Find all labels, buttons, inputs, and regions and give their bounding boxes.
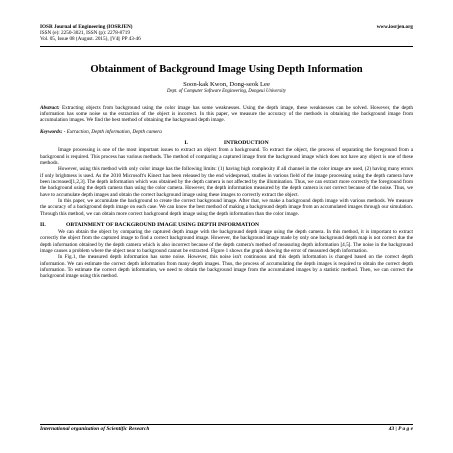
section-title: INTRODUCTION xyxy=(223,140,269,147)
journal-header xyxy=(40,24,413,43)
paper-title: Obtainment of Background Image Using Depth Information xyxy=(90,63,363,75)
journal-volume: Vol. 05, Issue 08 (August. 2015), ||V4|| PP 43-46 xyxy=(40,36,141,43)
keywords-text: - Extraction, Depth information, Depth camera xyxy=(63,128,162,135)
footer-organization: International organization of Scientific Research xyxy=(40,426,150,432)
obtainment-paragraph-2: In Fig.1, the measured depth information has some noise. However, this noise isn't continuous and this depth information is changed based on the correct depth information. We can estimate the correct depth information from many depth images. Thus, the process of accumulating the depth images is required to obtain the correct depth information. To estimate the correct depth information, we need to obtain the background image from the accumulated images by a statistic method. Then, we can correct the background image using this method. xyxy=(40,254,413,280)
section-number: I. xyxy=(184,140,188,147)
keywords-label: Keywords: xyxy=(40,128,63,135)
journal-name: IOSR Journal of Engineering (IOSRJEN) xyxy=(40,24,133,30)
abstract-text: Extracting objects from background using the color image has some weaknesses. Using the depth image, these weaknesses can be solved. However, the depth information has some noise so the extraction of the object is incorrect. In this paper, we measure the accuracy of the methods in obtaining the background image from accumulation images. We find the best method of obtaining the background depth image. xyxy=(40,104,413,124)
journal-url: www.iosrjen.org xyxy=(376,24,413,30)
abstract xyxy=(40,105,413,124)
paper-authors: Soon-kak Kwon, Dong-seok Lee xyxy=(183,80,270,88)
section-number: II. xyxy=(40,222,46,229)
intro-paragraph-2: However, using this method with only color image has the following limits: (1) having high complexity if all channel in the color image are used, (2) having many errors if only brightness is used. As the 2010 Microsoft's Kinect has been released by the end widespread, studies in various field of the image processing using the depth camera have been increased[1,2,3]. The depth information which was obtained by the depth camera is not affected by the illumination. Thus, we can extract more correctly the foreground from the background using the depth camera than using the color camera. However, the depth information measured by the depth camera is not correct because of the noise. Thus, we have to accumulate depth images and obtain the correct background image using these images to correctly extract the object. xyxy=(40,166,413,198)
intro-paragraph-3: In this paper, we accumulate the background to create the correct background image. After that, we make a background depth image with various methods. We measure the accuracy of a background depth image on each case. We can know the best method of making a background depth image from an accumulated images through our simulation. Through this method, we can obtain more correct background depth image using the depth information than the color image. xyxy=(40,197,413,217)
obtainment-paragraph-1: We can obtain the object by comparing the captured depth image with the background depth image using the depth camera. In this method, it is important to extract correctly the object from the captured image to find a correct background image. However, the background image made by only one background depth map is not correct due the depth information obtained by the depth camera which is also incorrect because of the depth camera's method of measuring depth information [4,5]. The noise in the background image causes a problem where the object near to background cannot be extracted. Figure 1 shows the graph showing the error of measured depth information. xyxy=(40,229,413,255)
author-affiliation: Dept. of Computer Software Engineering, Dongeui University xyxy=(167,88,286,94)
header-rule xyxy=(40,46,413,47)
keywords xyxy=(40,129,413,135)
footer-page-number: 43 | P a g e xyxy=(388,426,413,432)
section-heading-obtainment xyxy=(40,222,413,229)
journal-issn: ISSN (e): 2250-3021, ISSN (p): 2278-8719 xyxy=(40,30,130,37)
intro-paragraph-1: Image processing is one of the most important issues to extract an object from a background. To extract the object, the process of separating the foreground from a background is required. This process has various methods. The method of comparing a captured image from the background image which does not have any object is one of these methods. xyxy=(40,147,413,166)
section-title: OBTAINMENT OF BACKGROUND IMAGE USING DEPTH INFORMATION xyxy=(66,222,260,229)
page-footer xyxy=(40,424,413,433)
abstract-label: Abstract: xyxy=(40,104,60,111)
